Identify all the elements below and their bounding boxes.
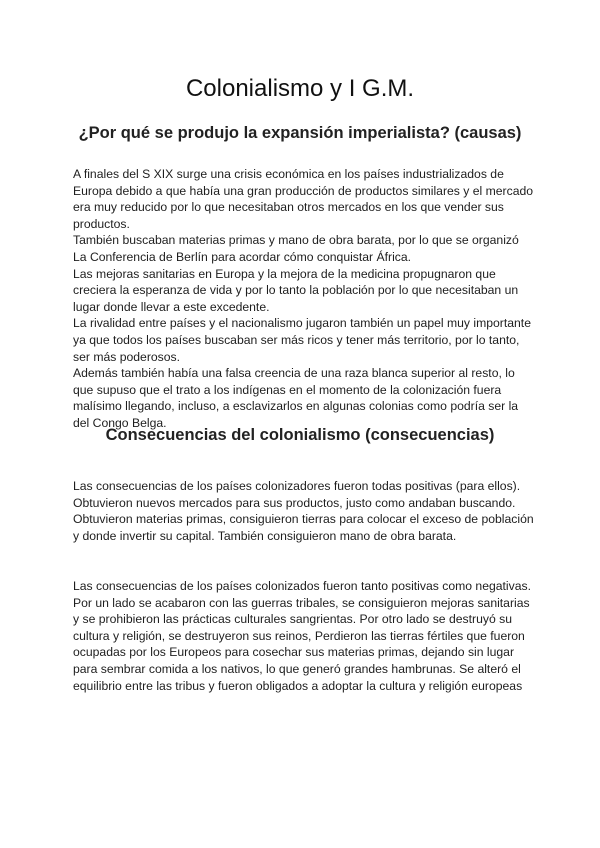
causes-text xyxy=(73,166,535,432)
paragraph: Las mejoras sanitarias en Europa y la mejora de la medicina propugnaron que creciera la esperanza de vida y por lo tanto la población por lo que necesitaban un lugar donde llevar a este excedente. xyxy=(73,266,519,314)
paragraph: A finales del S XIX surge una crisis económica en los países industrializados de Europa debido a que había una gran producción de productos similares y el mercado era muy reducido por lo que necesitaban otros mercados en los que vender sus productos. xyxy=(73,167,534,231)
section-heading-causes: ¿Por qué se produjo la expansión imperialista? (causas) xyxy=(78,124,522,142)
page-title: Colonialismo y I G.M. xyxy=(185,75,415,102)
paragraph: La rivalidad entre países y el nacionalismo jugaron también un papel muy importante ya que todos los países buscaban ser más ricos y tener más territorio, por lo tanto, ser más poderosos. xyxy=(73,316,531,364)
paragraph: Además también había una falsa creencia de una raza blanca superior al resto, lo que supuso que el trato a los indígenas en el momento de la colonización fuera malísimo llegando, incluso, a esclavizarlos en algunas colonias como podría ser la del Congo Belga. xyxy=(73,366,519,430)
paragraph: Las consecuencias de los países colonizadores fueron todas positivas (para ellos). Obtuvieron nuevos mercados para sus productos, justo como andaban buscando. Obtuvieron materias primas, consiguieron tierras para colocar el exceso de población y donde invertir su capital. También consiguieron mano de obra barata. xyxy=(73,479,534,543)
paragraph: Las consecuencias de los países colonizados fueron tanto positivas como negativas. Por un lado se acabaron con las guerras tribales, se consiguieron mejoras sanitarias y se prohibieron las prácticas culturales sangrientas. Por otro lado se destruyó su cultura y religión, se destruyeron sus reinos, Perdieron las tierras fértiles que fueron ocupadas por los Europeos para cosechar sus materias primas, dejando sin lugar para sembrar comida a los nativos, lo que generó grandes hambrunas. Se alteró el equilibrio entre las tribus y fueron obligados a adoptar la cultura y religión europeas xyxy=(73,579,531,693)
section-heading-consequences: Consecuencias del colonialismo (consecuencias) xyxy=(105,426,495,444)
paragraph: También buscaban materias primas y mano de obra barata, por lo que se organizó La Conferencia de Berlín para acordar cómo conquistar África. xyxy=(73,233,519,264)
consequences-colonized-text xyxy=(73,578,535,694)
consequences-colonizers-text xyxy=(73,478,535,544)
